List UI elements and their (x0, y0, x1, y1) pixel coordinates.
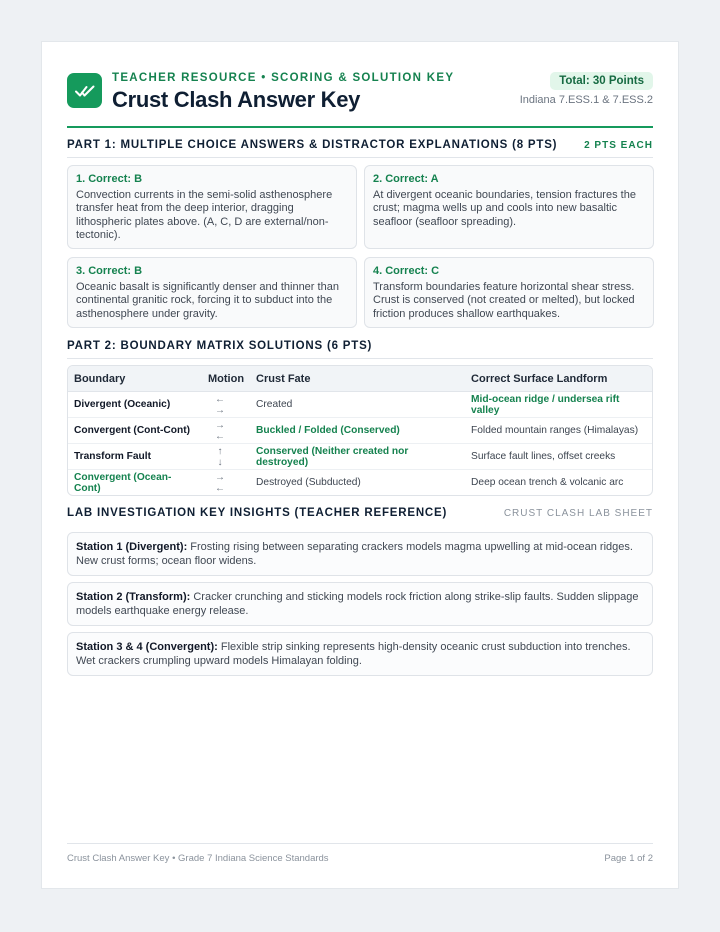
motion-arrow-up-icon: ↑ (217, 445, 223, 457)
landform-cell: Deep ocean trench & volcanic arc (471, 477, 624, 488)
landform-cell: Surface fault lines, offset creeks (465, 444, 652, 470)
station-label: Station 1 (Divergent): (76, 541, 188, 553)
lab-insight-box (67, 632, 653, 676)
column-header-crust-fate: Crust Fate (250, 366, 465, 392)
column-header-motion: Motion (202, 366, 250, 392)
mc-answer-explanation: At divergent oceanic boundaries, tension fractures the crust; magma wells up and cools into new basaltic seafloor (seafloor spreading). (373, 188, 636, 228)
crust-fate-cell: Created (250, 392, 465, 418)
double-check-icon (67, 73, 102, 108)
page-title: Crust Clash Answer Key (112, 87, 361, 112)
motion-arrow-down-icon: ↓ (217, 456, 223, 468)
station-insight-text: Cracker crunching and sticking models rock friction along strike-slip faults. Sudden slippage models earthquake energy release. (76, 591, 639, 617)
boundary-cell: Convergent (Cont-Cont) (68, 418, 202, 444)
page-number: Page 1 of 2 (604, 853, 653, 864)
footer-title: Crust Clash Answer Key • Grade 7 Indiana Science Standards (67, 853, 329, 864)
answer-key-page (42, 42, 678, 888)
page-footer (67, 843, 653, 864)
motion-arrow-right-icon: → (215, 471, 225, 483)
part2-title: PART 2: BOUNDARY MATRIX SOLUTIONS (6 PTS) (67, 340, 373, 352)
crust-fate-cell: Buckled / Folded (Conserved) (250, 418, 465, 444)
boundary-cell: Transform Fault (68, 444, 202, 470)
resource-eyebrow: TEACHER RESOURCE • SCORING & SOLUTION KEY (112, 72, 455, 84)
mc-answer-label: 4. Correct: C (373, 265, 440, 277)
part3-heading (67, 507, 653, 525)
mc-answer-label: 3. Correct: B (76, 265, 143, 277)
lab-insight-box (67, 532, 653, 576)
mc-answer-label: 1. Correct: B (76, 173, 143, 185)
column-header-boundary: Boundary (68, 366, 202, 392)
mc-answer-card (364, 165, 654, 249)
landform-cell: Mid-ocean ridge / undersea rift valley (465, 392, 652, 418)
part3-title: LAB INVESTIGATION KEY INSIGHTS (TEACHER REFERENCE) (67, 507, 448, 519)
motion-cell (202, 418, 250, 444)
table-header-row (68, 366, 652, 392)
lab-insight-box (67, 582, 653, 626)
table-row (68, 418, 652, 444)
station-label: Station 3 & 4 (Convergent): (76, 641, 218, 653)
page-content (67, 70, 653, 682)
motion-cell (202, 470, 250, 496)
mc-answer-explanation: Oceanic basalt is significantly denser and thinner than continental granitic rock, forcing it to subduct into the asthenosphere under gravity. (76, 280, 339, 320)
standards-label: Indiana 7.ESS.1 & 7.ESS.2 (519, 94, 653, 106)
boundary-cell: Divergent (Oceanic) (68, 392, 202, 418)
total-points-badge: Total: 30 Points (550, 72, 653, 90)
motion-arrow-left-icon: ← (215, 393, 225, 405)
motion-arrow-left-icon: ← (215, 482, 225, 494)
lab-sheet-label: CRUST CLASH LAB SHEET (503, 508, 653, 519)
mc-answer-label: 2. Correct: A (373, 173, 439, 185)
part1-heading (67, 139, 653, 157)
motion-arrow-left-icon: ← (215, 430, 225, 442)
landform-cell: Folded mountain ranges (Himalayas) (465, 418, 652, 444)
table-row (68, 392, 652, 418)
station-label: Station 2 (Transform): (76, 591, 191, 603)
station-insight-text: Flexible strip sinking represents high-density oceanic crust subduction into trenches. Wet crackers crumpling upward models Himalayan folding. (76, 641, 631, 667)
mc-answer-explanation: Convection currents in the semi-solid asthenosphere transfer heat from the deep interior, dragging lithospheric plates above. (A, C, D are external/non-tectonic). (76, 188, 333, 241)
motion-cell (202, 392, 250, 418)
boundary-matrix-table (67, 365, 653, 496)
part1-title: PART 1: MULTIPLE CHOICE ANSWERS & DISTRACTOR EXPLANATIONS (8 PTS) (67, 139, 558, 151)
motion-arrow-right-icon: → (215, 404, 225, 416)
part1-points-each: 2 PTS EACH (584, 140, 653, 151)
station-insight-text: Frosting rising between separating crackers models magma upwelling at mid-ocean ridges. New crust forms; ocean floor widens. (76, 541, 633, 567)
table-row (68, 470, 652, 496)
crust-fate-cell: Destroyed (Subducted) (256, 477, 361, 488)
mc-answer-card (67, 165, 357, 249)
column-header-landform: Correct Surface Landform (465, 366, 652, 392)
mc-answer-explanation: Transform boundaries feature horizontal shear stress. Crust is conserved (not created or melted), but locked friction produces shallow earthquakes. (373, 280, 635, 320)
mc-answer-card (364, 257, 654, 328)
motion-cell (202, 444, 250, 470)
mc-answer-card (67, 257, 357, 328)
page-header (67, 70, 653, 126)
part2-heading (67, 340, 653, 358)
crust-fate-cell: Conserved (Neither created nor destroyed) (250, 444, 465, 470)
mc-answer-grid (67, 165, 653, 328)
table-row (68, 444, 652, 470)
boundary-cell: Convergent (Ocean-Cont) (74, 471, 172, 494)
motion-arrow-right-icon: → (215, 419, 225, 431)
